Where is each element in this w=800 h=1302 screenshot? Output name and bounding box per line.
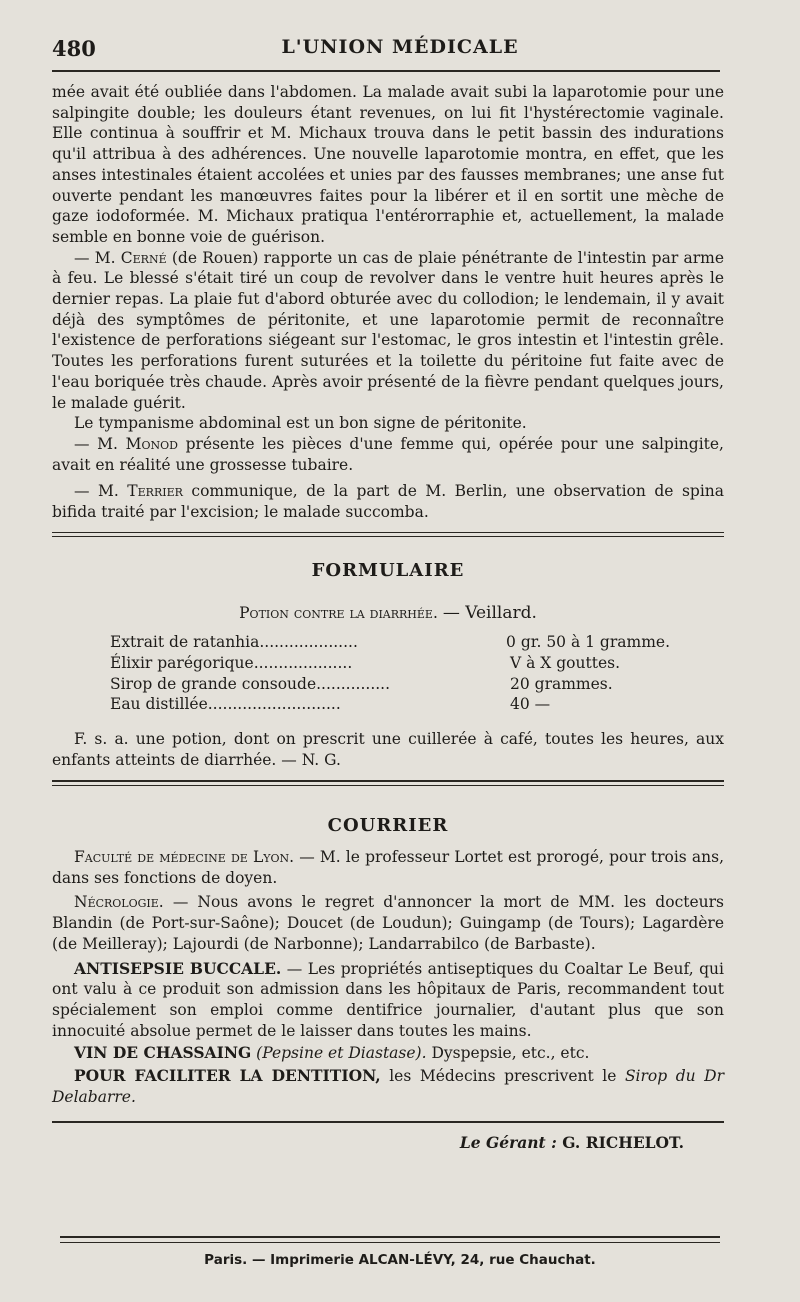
running-head xyxy=(0,36,800,66)
formulaire-title: FORMULAIRE xyxy=(311,559,465,581)
ingredient-row: Eau distillée........................... 40 — xyxy=(110,695,551,714)
page-number: 480 xyxy=(52,36,96,61)
section-rule xyxy=(52,532,724,533)
section-rule xyxy=(52,1121,724,1123)
header-rule xyxy=(52,70,720,72)
courrier-title: COURRIER xyxy=(327,815,449,837)
ad-dentition: POUR FACILITER LA DENTITION, les Médecins prescrivent le Sirop du Dr Delabarre. xyxy=(52,1066,724,1106)
footer-rule xyxy=(60,1242,720,1243)
ingredient-row: Extrait de ratanhia.................... 0 gr. 50 à 1 gramme. xyxy=(110,633,670,652)
footer-rule xyxy=(60,1236,720,1238)
ingredient-row: Élixir parégorique.................... V à X gouttes. xyxy=(110,653,620,672)
journal-name: L'UNION MÉDICALE xyxy=(281,36,519,58)
ad-antisepsie: ANTISEPSIE BUCCALE. — Les propriétés antiseptiques du Coaltar Le Beuf, qui ont valu à ce produit son admission dans les hôpitaux de Paris, recommandent tout spécialement son emploi comme dentifrice journalier, d'autant plus que son innocuité absolue permet de le laisser dans toutes les mains. xyxy=(52,958,724,1040)
paragraph-terrier: — M. Terrier communique, de la part de M. Berlin, une observation de spina bifida traité par l'excision; le malade succomba. xyxy=(52,482,724,522)
paragraph-necrologie: Nécrologie. — Nous avons le regret d'annoncer la mort de MM. les docteurs Blandin (de Port-sur-Saône); Doucet (de Loudun); Guingamp (de Tours); Lagardère (de Meilleray); Lajourdi (de Narbonne); Landarrabilco (de Barbaste). xyxy=(52,893,724,953)
author-name: Cerné xyxy=(120,248,167,267)
paragraph-faculte: Faculté de médecine de Lyon. — M. le professeur Lortet est prorogé, pour trois ans, dans ses fonctions de doyen. xyxy=(52,848,724,887)
gerant-signature: Le Gérant : G. RICHELOT. xyxy=(459,1133,684,1153)
author-name: Terrier xyxy=(127,482,183,501)
ad-vin-chassaing: VIN DE CHASSAING (Pepsine et Diastase). Dyspepsie, etc., etc. xyxy=(74,1043,590,1063)
ingredient-row: Sirop de grande consoude............... 20 grammes. xyxy=(110,674,613,693)
recipe-instructions: F. s. a. une potion, dont on prescrit une cuillerée à café, toutes les heures, aux enfants atteints de diarrhée. — N. G. xyxy=(52,729,724,769)
section-rule xyxy=(52,785,724,786)
paragraph-michaux: mée avait été oubliée dans l'abdomen. La malade avait subi la laparotomie pour une salpingite double; les douleurs étant revenues, on lui fit l'hystérectomie vaginale. Elle continua à souffrir et M. Michaux trouva dans le petit bassin des indurations qu'il attribua à des adhérences. Une nouvelle laparotomie montra, en effet, que les anses intestinales étaient accolées et unies par des fausses membranes; une anse fut ouverte pendant les manœuvres faites pour la libérer et il en sortit une mèche de gaze iodoformée. M. Michaux pratiqua l'entérorraphie et, actuellement, la malade semble en bonne voie de guérison. xyxy=(52,83,724,246)
article-body xyxy=(52,82,724,1154)
paragraph-monod: — M. Monod présente les pièces d'une femme qui, opérée pour une salpingite, avait en réalité une grossesse tubaire. xyxy=(52,434,724,474)
section-rule xyxy=(52,536,724,537)
paragraph-cerne: — M. Cerné (de Rouen) rapporte un cas de plaie pénétrante de l'intestin par arme à feu. Le blessé s'était tiré un coup de revolver dans le ventre huit heures après le dernier repas. La plaie fut d'abord obturée avec du collodion; le lendemain, il y avait déjà des symptômes de péritonite, et une laparotomie permit de reconnaître l'existence de perforations siégeant sur l'estomac, le gros intestin et l'intestin grêle. Toutes les perforations furent suturées et la toilette du péritoine fut faite avec de l'eau boriquée très chaude. Après avoir présenté de la fièvre pendant quelques jours, le malade guérit. xyxy=(52,248,724,412)
section-rule xyxy=(52,780,724,782)
printer-imprint: Paris. — Imprimerie ALCAN-LÉVY, 24, rue Chauchat. xyxy=(204,1252,596,1268)
paragraph-tympanisme: Le tympanisme abdominal est un bon signe de péritonite. xyxy=(74,414,527,433)
recipe-title: Potion contre la diarrhée. — Veillard. xyxy=(239,603,537,624)
author-name: Monod xyxy=(125,434,178,453)
ingredient-list xyxy=(110,632,670,715)
